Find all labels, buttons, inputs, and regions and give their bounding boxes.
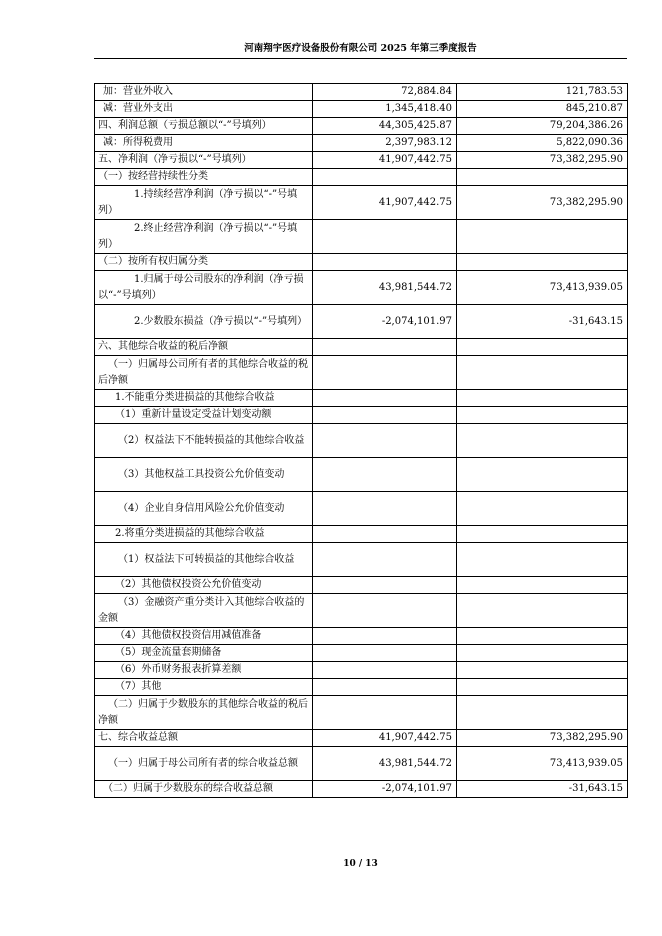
- current-period-value: 41,907,442.75: [313, 186, 457, 220]
- prior-period-value: [457, 543, 628, 577]
- current-period-value: 43,981,544.72: [313, 747, 457, 781]
- table-row: [95, 254, 628, 271]
- row-label: 2.终止经营净利润（净亏损以“-”号填列）: [95, 220, 313, 254]
- prior-period-value: [457, 407, 628, 424]
- row-label: （二）归属于少数股东的综合收益总额: [95, 781, 313, 798]
- table-row: [95, 679, 628, 696]
- row-label: （6）外币财务报表折算差额: [95, 662, 313, 679]
- row-label: 六、其他综合收益的税后净额: [95, 339, 313, 356]
- row-label: （2）其他债权投资公允价值变动: [95, 577, 313, 594]
- current-period-value: [313, 356, 457, 390]
- row-label: 1.归属于母公司股东的净利润（净亏损以“-”号填列）: [95, 271, 313, 305]
- table-row: [95, 169, 628, 186]
- prior-period-value: [457, 594, 628, 628]
- current-period-value: [313, 543, 457, 577]
- current-period-value: 72,884.84: [313, 84, 457, 101]
- row-label: （7）其他: [95, 679, 313, 696]
- row-label: （5）现金流量套期储备: [95, 645, 313, 662]
- table-row: [95, 356, 628, 390]
- row-label: 七、综合收益总额: [95, 730, 313, 747]
- current-period-value: [313, 526, 457, 543]
- current-period-value: -2,074,101.97: [313, 305, 457, 339]
- report-header-title: 河南翔宇医疗设备股份有限公司 2025 年第三季度报告: [244, 43, 477, 54]
- table-row: [95, 594, 628, 628]
- current-period-value: [313, 339, 457, 356]
- row-label: （1）重新计量设定受益计划变动额: [95, 407, 313, 424]
- table-row: [95, 645, 628, 662]
- income-statement-table: [94, 83, 628, 798]
- prior-period-value: 73,382,295.90: [457, 186, 628, 220]
- current-period-value: [313, 577, 457, 594]
- row-label: 加：营业外收入: [95, 84, 313, 101]
- row-label: （4）其他债权投资信用减值准备: [95, 628, 313, 645]
- current-period-value: 1,345,418.40: [313, 101, 457, 118]
- prior-period-value: [457, 679, 628, 696]
- prior-period-value: [457, 526, 628, 543]
- current-period-value: [313, 645, 457, 662]
- prior-period-value: [457, 577, 628, 594]
- prior-period-value: [457, 356, 628, 390]
- table-row: [95, 577, 628, 594]
- table-row: [95, 305, 628, 339]
- prior-period-value: [457, 390, 628, 407]
- current-period-value: [313, 492, 457, 526]
- prior-period-value: [457, 645, 628, 662]
- prior-period-value: [457, 696, 628, 730]
- prior-period-value: [457, 254, 628, 271]
- current-period-value: [313, 254, 457, 271]
- current-period-value: [313, 169, 457, 186]
- table-row: [95, 458, 628, 492]
- table-row: [95, 526, 628, 543]
- header-rule: [94, 58, 627, 59]
- prior-period-value: [457, 492, 628, 526]
- row-label: （2）权益法下不能转损益的其他综合收益: [95, 424, 313, 458]
- current-period-value: [313, 390, 457, 407]
- table-row: [95, 152, 628, 169]
- row-label: 减：营业外支出: [95, 101, 313, 118]
- row-label: （一）归属于母公司所有者的综合收益总额: [95, 747, 313, 781]
- table-row: [95, 696, 628, 730]
- current-period-value: -2,074,101.97: [313, 781, 457, 798]
- row-label: （3）金融资产重分类计入其他综合收益的金额: [95, 594, 313, 628]
- current-period-value: [313, 220, 457, 254]
- row-label: （二）归属于少数股东的其他综合收益的税后净额: [95, 696, 313, 730]
- current-period-value: 41,907,442.75: [313, 730, 457, 747]
- prior-period-value: 121,783.53: [457, 84, 628, 101]
- current-period-value: [313, 679, 457, 696]
- row-label: 四、利润总额（亏损总额以“-”号填列）: [95, 118, 313, 135]
- current-period-value: [313, 628, 457, 645]
- prior-period-value: 79,204,386.26: [457, 118, 628, 135]
- current-period-value: 44,305,425.87: [313, 118, 457, 135]
- prior-period-value: 73,382,295.90: [457, 730, 628, 747]
- current-period-value: [313, 594, 457, 628]
- table-row: [95, 781, 628, 798]
- current-period-value: [313, 407, 457, 424]
- table-row: [95, 492, 628, 526]
- table-row: [95, 186, 628, 220]
- table-row: [95, 135, 628, 152]
- current-period-value: [313, 662, 457, 679]
- prior-period-value: [457, 424, 628, 458]
- prior-period-value: 73,413,939.05: [457, 747, 628, 781]
- prior-period-value: -31,643.15: [457, 305, 628, 339]
- table-row: [95, 424, 628, 458]
- table-row: [95, 339, 628, 356]
- row-label: （二）按所有权归属分类: [95, 254, 313, 271]
- row-label: 五、净利润（净亏损以“-”号填列）: [95, 152, 313, 169]
- row-label: 减：所得税费用: [95, 135, 313, 152]
- current-period-value: [313, 696, 457, 730]
- table-row: [95, 747, 628, 781]
- prior-period-value: [457, 169, 628, 186]
- prior-period-value: [457, 220, 628, 254]
- row-label: 2.少数股东损益（净亏损以“-”号填列）: [95, 305, 313, 339]
- row-label: （4）企业自身信用风险公允价值变动: [95, 492, 313, 526]
- prior-period-value: [457, 662, 628, 679]
- table-row: [95, 84, 628, 101]
- prior-period-value: 845,210.87: [457, 101, 628, 118]
- current-period-value: 43,981,544.72: [313, 271, 457, 305]
- table-row: [95, 390, 628, 407]
- table-row: [95, 118, 628, 135]
- row-label: （1）权益法下可转损益的其他综合收益: [95, 543, 313, 577]
- page-number: 10 / 13: [343, 859, 378, 869]
- prior-period-value: [457, 339, 628, 356]
- row-label: （一）按经营持续性分类: [95, 169, 313, 186]
- row-label: 1.持续经营净利润（净亏损以“-”号填列）: [95, 186, 313, 220]
- table-row: [95, 730, 628, 747]
- table-row: [95, 220, 628, 254]
- current-period-value: 2,397,983.12: [313, 135, 457, 152]
- table-row: [95, 628, 628, 645]
- table-row: [95, 662, 628, 679]
- current-period-value: [313, 458, 457, 492]
- current-period-value: 41,907,442.75: [313, 152, 457, 169]
- prior-period-value: [457, 458, 628, 492]
- current-period-value: [313, 424, 457, 458]
- row-label: 1.不能重分类进损益的其他综合收益: [95, 390, 313, 407]
- prior-period-value: 73,413,939.05: [457, 271, 628, 305]
- row-label: （3）其他权益工具投资公允价值变动: [95, 458, 313, 492]
- row-label: （一）归属母公司所有者的其他综合收益的税后净额: [95, 356, 313, 390]
- table-row: [95, 271, 628, 305]
- table-row: [95, 101, 628, 118]
- prior-period-value: 73,382,295.90: [457, 152, 628, 169]
- prior-period-value: 5,822,090.36: [457, 135, 628, 152]
- prior-period-value: -31,643.15: [457, 781, 628, 798]
- prior-period-value: [457, 628, 628, 645]
- row-label: 2.将重分类进损益的其他综合收益: [95, 526, 313, 543]
- table-row: [95, 407, 628, 424]
- table-row: [95, 543, 628, 577]
